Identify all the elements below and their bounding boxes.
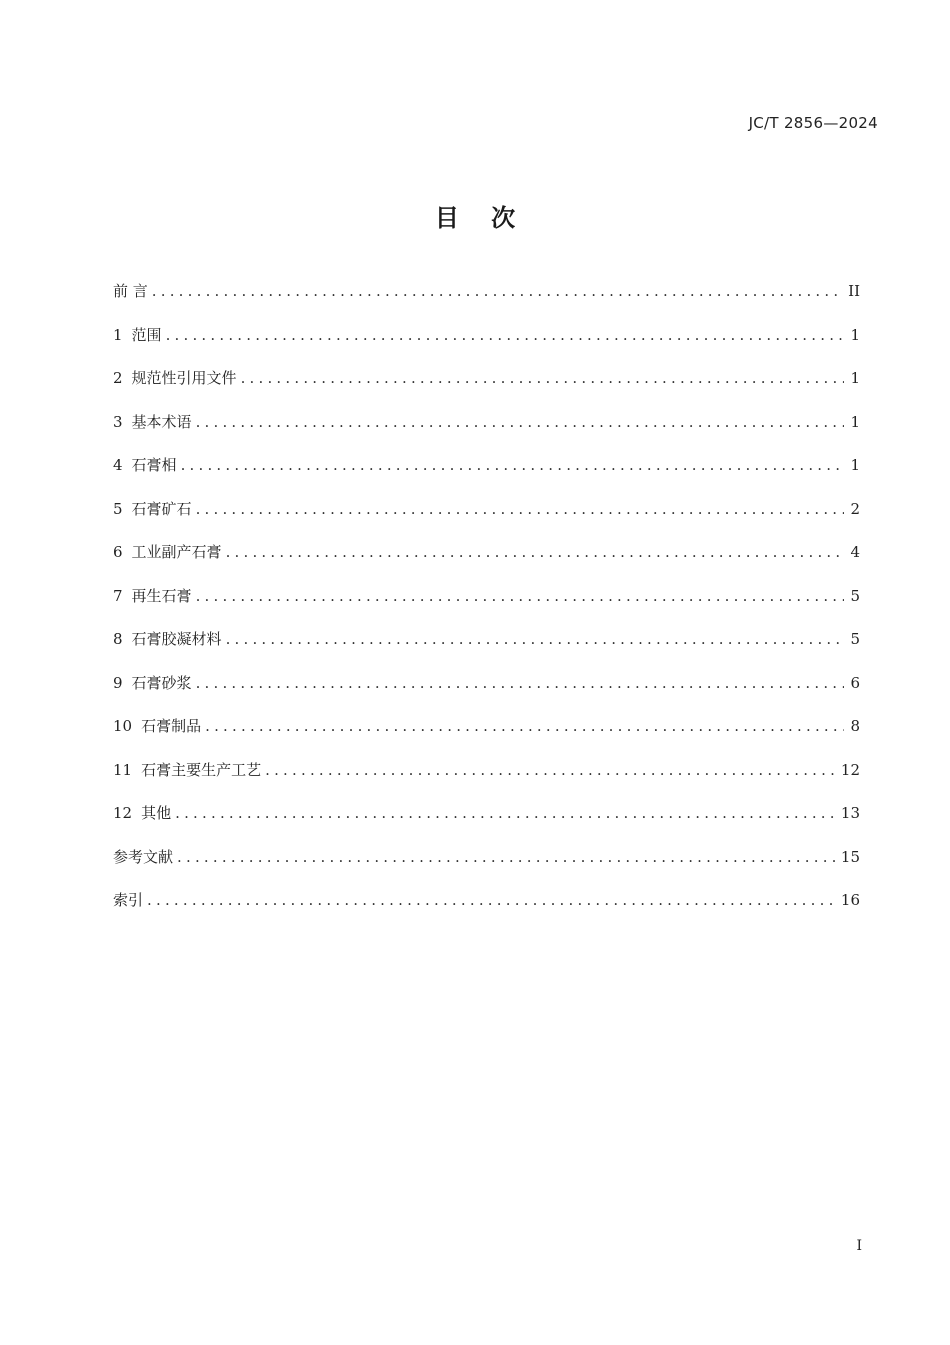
toc-entry-2[interactable]: [113, 367, 860, 411]
toc-leader-dots: [152, 280, 842, 302]
toc-entry-page: 2: [850, 499, 860, 518]
toc-leader-dots: [196, 411, 845, 433]
page-number: I: [856, 1238, 862, 1254]
toc-entry-page: 6: [850, 673, 860, 692]
toc-entry-3[interactable]: [113, 411, 860, 455]
toc-entry-1[interactable]: [113, 324, 860, 368]
toc-entry-title: 工业副产石膏: [131, 543, 222, 561]
toc-entry-title: 其他: [141, 804, 172, 822]
toc-entry-foreword[interactable]: [113, 280, 860, 324]
toc-title: 目 次: [434, 204, 528, 232]
toc-leader-dots: [241, 367, 845, 389]
toc-leader-dots: [196, 585, 845, 607]
table-of-contents: [113, 280, 860, 933]
toc-entry-8[interactable]: [113, 628, 860, 672]
toc-entry-page: 5: [850, 630, 860, 648]
toc-entry-number: 4: [113, 456, 123, 474]
toc-entry-title: 范围: [131, 325, 162, 344]
toc-entry-page: 1: [850, 456, 860, 474]
toc-entry-page: 1: [850, 369, 860, 387]
toc-entry-4[interactable]: [113, 454, 860, 498]
toc-leader-dots: [175, 802, 835, 824]
toc-entry-page: 1: [850, 412, 860, 431]
toc-entry-number: 10: [113, 717, 133, 735]
toc-entry-page: 8: [850, 717, 860, 735]
toc-entry-page: 12: [840, 760, 860, 779]
toc-leader-dots: [181, 454, 845, 476]
toc-entry-title: 规范性引用文件: [131, 369, 237, 387]
toc-entry-title: 基本术语: [131, 412, 192, 431]
toc-entry-page: 13: [840, 804, 860, 822]
toc-entry-number: 3: [113, 412, 123, 431]
toc-entry-title: 石膏矿石: [131, 499, 192, 518]
toc-entry-page: 15: [840, 847, 860, 866]
toc-entry-number: 12: [113, 804, 133, 822]
toc-entry-page: 16: [840, 891, 860, 909]
toc-entry-title: 参考文献: [113, 847, 174, 866]
toc-leader-dots: [147, 889, 835, 911]
toc-entry-title: 再生石膏: [131, 586, 192, 605]
toc-entry-number: 8: [113, 630, 123, 648]
toc-entry-page: 1: [850, 325, 860, 344]
toc-entry-9[interactable]: [113, 672, 860, 716]
toc-leader-dots: [226, 628, 845, 650]
toc-entry-title: 石膏相: [131, 456, 177, 474]
toc-entry-11[interactable]: [113, 759, 860, 803]
toc-entry-title: 前 言: [113, 282, 148, 300]
toc-entry-5[interactable]: [113, 498, 860, 542]
toc-entry-number: 5: [113, 499, 123, 518]
toc-leader-dots: [196, 672, 845, 694]
toc-entry-12[interactable]: [113, 802, 860, 846]
toc-entry-title: 石膏主要生产工艺: [141, 760, 262, 779]
toc-leader-dots: [177, 846, 835, 868]
toc-entry-page: 5: [850, 586, 860, 605]
toc-leader-dots: [196, 498, 845, 520]
toc-entry-number: 7: [113, 586, 123, 605]
toc-entry-number: 2: [113, 369, 123, 387]
toc-entry-title: 石膏制品: [141, 717, 202, 735]
toc-entry-title: 石膏砂浆: [131, 673, 192, 692]
toc-entry-page: 4: [850, 543, 860, 561]
toc-entry-number: 6: [113, 543, 123, 561]
toc-entry-10[interactable]: [113, 715, 860, 759]
toc-entry-6[interactable]: [113, 541, 860, 585]
toc-entry-7[interactable]: [113, 585, 860, 629]
toc-entry-number: 1: [113, 325, 123, 344]
toc-leader-dots: [205, 715, 844, 737]
toc-entry-references[interactable]: [113, 846, 860, 890]
toc-entry-number: 11: [113, 760, 133, 779]
toc-entry-number: 9: [113, 673, 123, 692]
toc-leader-dots: [166, 324, 845, 346]
toc-entry-title: 石膏胶凝材料: [131, 630, 222, 648]
toc-entry-page: II: [848, 282, 860, 300]
toc-leader-dots: [226, 541, 845, 563]
toc-entry-title: 索引: [113, 891, 144, 909]
toc-entry-index[interactable]: [113, 889, 860, 933]
document-number: JC/T 2856—2024: [748, 114, 878, 132]
toc-leader-dots: [265, 759, 835, 781]
